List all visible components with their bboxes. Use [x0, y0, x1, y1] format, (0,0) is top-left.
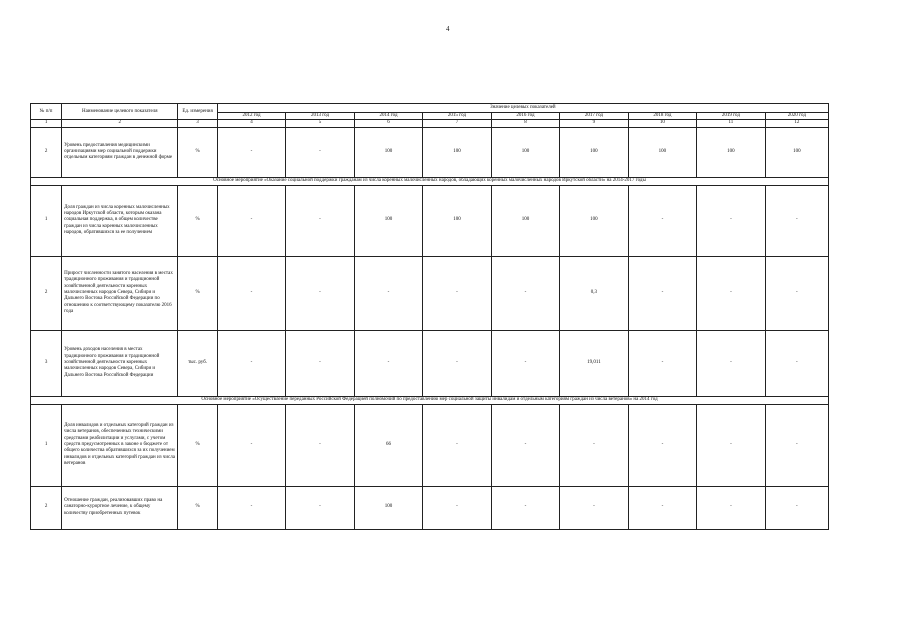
- row-value: -: [423, 486, 491, 529]
- header-num: № п/п: [31, 104, 62, 120]
- row-value: 100: [354, 486, 422, 529]
- section-title: Основное мероприятие «Оказание социальной поддержки гражданам из числа коренных малочисленных народов, обладающих коренных малочисленных народов Иркутской области» на 2014-2017 годы: [31, 177, 829, 185]
- row-indicator-name: Доля граждан из числа коренных малочисленных народов Иркутской области, которым оказана социальная поддержка, в общем количестве граждан из числа коренных малочисленных народов, обратившихся за ее получением: [62, 185, 178, 256]
- row-value: -: [286, 330, 354, 396]
- col-index: 12: [765, 120, 828, 127]
- row-num: 2: [31, 256, 62, 330]
- row-unit: тыс. руб.: [178, 330, 217, 396]
- row-value: 66: [354, 404, 422, 486]
- row-value: -: [217, 256, 285, 330]
- col-index: 6: [354, 120, 422, 127]
- row-value: -: [765, 185, 828, 256]
- row-value: -: [628, 256, 696, 330]
- table-row: [31, 256, 829, 330]
- row-value: 100: [697, 127, 765, 177]
- section-header-row: [31, 177, 829, 185]
- row-value: 100: [491, 127, 559, 177]
- row-value: -: [286, 127, 354, 177]
- row-value: -: [423, 330, 491, 396]
- section-header-row: [31, 396, 829, 404]
- table-row: [31, 330, 829, 396]
- header-year: 2012 год: [217, 113, 285, 120]
- col-index: 10: [628, 120, 696, 127]
- table-row: [31, 185, 829, 256]
- row-value: 100: [560, 127, 628, 177]
- row-value: -: [286, 486, 354, 529]
- header-values-group: Значение целевых показателей: [217, 104, 828, 113]
- row-num: 1: [31, 404, 62, 486]
- row-unit: %: [178, 127, 217, 177]
- row-unit: %: [178, 486, 217, 529]
- row-indicator-name: Уровень предоставления медицинскими организациями мер социальной поддержки отдельным категориям граждан в денежной форме: [62, 127, 178, 177]
- header-year: 2018 год: [628, 113, 696, 120]
- row-value: -: [286, 185, 354, 256]
- row-value: -: [628, 404, 696, 486]
- col-index: 1: [31, 120, 62, 127]
- col-index: 9: [560, 120, 628, 127]
- table-row: [31, 404, 829, 486]
- header-year: 2017 год: [560, 113, 628, 120]
- row-value: -: [697, 486, 765, 529]
- row-value: -: [217, 486, 285, 529]
- row-value: 0,3: [560, 256, 628, 330]
- row-value: 100: [423, 127, 491, 177]
- col-index: 7: [423, 120, 491, 127]
- row-value: -: [560, 404, 628, 486]
- row-indicator-name: Прирост численности занятого населения в местах традиционного проживания и традиционной хозяйственной деятельности коренных малочисленных народов Севера, Сибири и Дальнего Востока Российской Федерации по отношению к соответствующему показателю 2016 года: [62, 256, 178, 330]
- row-num: 1: [31, 185, 62, 256]
- row-unit: %: [178, 404, 217, 486]
- row-value: -: [765, 256, 828, 330]
- row-value: -: [765, 486, 828, 529]
- row-value: -: [697, 185, 765, 256]
- table-row: [31, 127, 829, 177]
- header-year: 2019 год: [697, 113, 765, 120]
- col-index: 11: [697, 120, 765, 127]
- col-index: 4: [217, 120, 285, 127]
- col-index: 5: [286, 120, 354, 127]
- header-year: 2016 год: [491, 113, 559, 120]
- header-unit: Ед. измерения: [178, 104, 217, 120]
- row-num: 2: [31, 486, 62, 529]
- row-value: 100: [354, 127, 422, 177]
- section-title: Основное мероприятие «Осуществление переданных Российской Федерацией полномочий по предоставлению мер социальной защиты инвалидам и отдельным категориям граждан из числа ветеранов» на 2014 год: [31, 396, 829, 404]
- header-year: 2020 год: [765, 113, 828, 120]
- row-value: -: [217, 127, 285, 177]
- row-value: -: [628, 486, 696, 529]
- row-value: -: [491, 330, 559, 396]
- row-unit: %: [178, 185, 217, 256]
- row-value: 100: [560, 185, 628, 256]
- row-value: -: [217, 330, 285, 396]
- row-value: 100: [354, 185, 422, 256]
- row-value: -: [628, 330, 696, 396]
- row-indicator-name: Уровень доходов населения в местах традиционного проживания и традиционной хозяйственной деятельности коренных малочисленных народов Севера, Сибири и Дальнего Востока Российской Федерации: [62, 330, 178, 396]
- col-index: 8: [491, 120, 559, 127]
- row-value: 100: [765, 127, 828, 177]
- row-indicator-name: Доля инвалидов и отдельных категорий граждан из числа ветеранов, обеспеченных техническими средствами реабилитации и услугами, с учетом средств предусмотренных в законе о бюджете от общего количества обратившихся за их получением инвалидов и отдельных категорий граждан из числа ветеранов: [62, 404, 178, 486]
- row-value: -: [423, 256, 491, 330]
- header-year: 2013 год: [286, 113, 354, 120]
- col-index: 3: [178, 120, 217, 127]
- page-number: 4: [446, 25, 450, 33]
- row-value: -: [765, 330, 828, 396]
- row-value: -: [491, 486, 559, 529]
- header-name: Наименование целевого показателя: [62, 104, 178, 120]
- row-value: -: [286, 256, 354, 330]
- row-value: -: [491, 404, 559, 486]
- row-indicator-name: Отношение граждан, реализовавших право на санаторно-курортное лечение, к общему количеству приобретенных путевок: [62, 486, 178, 529]
- row-value: -: [560, 486, 628, 529]
- row-value: -: [217, 185, 285, 256]
- row-value: -: [354, 256, 422, 330]
- row-num: 3: [31, 330, 62, 396]
- row-value: -: [697, 404, 765, 486]
- header-year: 2014 год: [354, 113, 422, 120]
- table-row: [31, 486, 829, 529]
- row-value: -: [217, 404, 285, 486]
- row-value: -: [354, 330, 422, 396]
- col-index: 2: [62, 120, 178, 127]
- header-row-1: [31, 104, 829, 113]
- target-indicators-table: [30, 103, 829, 530]
- row-unit: %: [178, 256, 217, 330]
- row-value: -: [697, 330, 765, 396]
- row-value: -: [765, 404, 828, 486]
- row-value: 100: [423, 185, 491, 256]
- row-value: 100: [628, 127, 696, 177]
- row-value: -: [628, 185, 696, 256]
- row-value: -: [286, 404, 354, 486]
- header-row-indices: [31, 120, 829, 127]
- row-num: 2: [31, 127, 62, 177]
- row-value: 100: [491, 185, 559, 256]
- header-year: 2015 год: [423, 113, 491, 120]
- row-value: -: [423, 404, 491, 486]
- row-value: -: [491, 256, 559, 330]
- row-value: -: [697, 256, 765, 330]
- row-value: 19,011: [560, 330, 628, 396]
